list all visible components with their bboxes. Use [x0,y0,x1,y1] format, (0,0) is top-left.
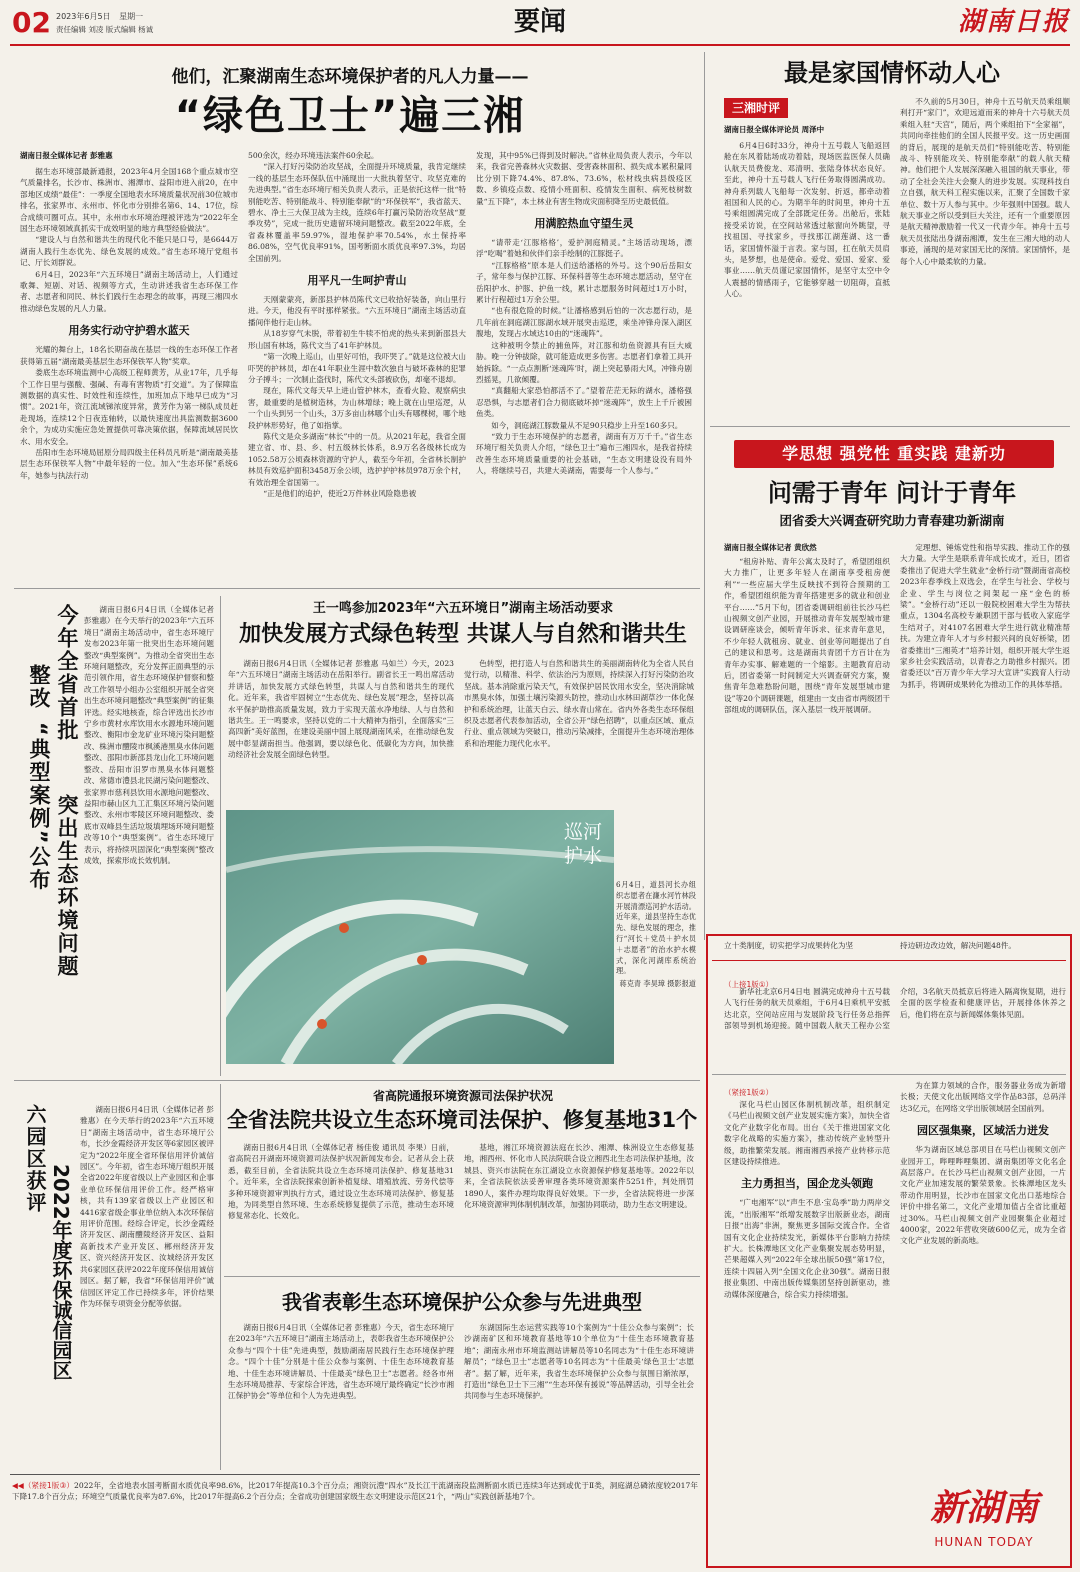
awards-col-1: 湖南日报6月4日讯（全媒体记者 彭雅惠）今天，省生态环境厅在2023年“六五环境日”湖南主场活动上，表彰我省生态环境保护公众参与“四个十佳”先进典型，鼓励湖南居民践行生态环境保护理念。“四个十佳”分别是十佳公众参与案例、十佳生态环境教育基地、十佳生态环境讲解员、十佳最美“绿色卫士”志愿者。经各市州生态环境局推荐、专家综合评选，省生态环境厅最终确定“长沙市湘江保护协会”等单位和个人为先进典型。 [228,1323,454,1401]
lead-p12: 现在，陈代文每天早上进山管护林木，查看火险、观察病虫害，最重要的是植树造林，为山林增绿；晚上就在山里巡逻，从一个山头到另一个山头，3万多亩山林哪个山头有哪棵树，哪个地段护林形势好，他了如指掌。 [248,386,466,430]
divider-court-bottom [224,1276,700,1277]
divider-rectify-right [220,596,221,1076]
commentary-title: 最是家国情怀动人心 [784,59,1000,87]
lead-p6: 岳阳市生态环境局屈原分局四级主任科员凡昕是“湖南最美基层生态环保铁军人物”中最年轻的一位。加入“生态环保”系统6年，她参与执法行动 [20,447,238,480]
lead-p4: 光耀的舞台上，18名长期奋战在基层一线的生态环保工作者获得第五届“湖南最美基层生态环保铁军人物”奖章。 [20,345,238,366]
footer-text: 2022年，全省地表水国考断面水质优良率98.6%，比2017年提高10.3个百分点；湘资沅澧“四水”及长江干流湖南段监测断面水质已连续3年达到或优于Ⅱ类，洞庭湖总磷浓度较2017年下降17.8个百分点；环境空气质量优良率为87.6%，比2017年提高6.2个百分点；全省成功创建国家级生态文明建设示范区21个，“两山”实践创新基地7个。 [12,1481,698,1502]
commentary-tag: 三湘时评 [724,98,788,118]
river-photo [226,810,614,1064]
lead-p10: 从18岁穿气未脱，带着初生牛犊不怕虎的热头来到新邵县大形山国有林场，陈代文当了41年护林员。 [248,329,466,350]
date-text: 2023年6月5日 [56,12,111,21]
parks-title-a: 六园区获评 [23,1104,47,1214]
parks-title [16,1104,76,1464]
lead-p18: “也有很危险的时候。”让潘格感到后怕的一次志愿行动，是几年前在洞庭湖江豚湖水域开展突击巡逻，乘坐冲锋舟深入湖区腹地，发现占水域达10由的“迷魂阵”。 [476,306,692,339]
photo-title: 巡河护水 [563,821,602,867]
youth-end-right: 持边研边改边效，解决问题48件。 [900,941,1016,950]
rectify-title-c: “典型案例”公布 [27,722,51,892]
culture-subhead-a: 主力勇担当，国企龙头领跑 [741,1177,873,1191]
awards-col-2: 东湖国际生态运营实践等10个案例为“十佳公众参与案例”；长沙湖南矿区和环境教育基地等10个单位为“十佳生态环境教育基地”；湖南永州市环境监测站讲解员等10名同志为“十佳生态环境讲解员”；“绿色卫士”志愿者等10名同志为“十佳最美‘绿色卫士’志愿者”。据了解，近年来，我省生态环境保护公众参与氛围日渐浓厚，打造出“绿色卫士下三湘”“生态环保有援说”等品牌活动，引导全社会共同参与生态环境保护。 [464,1323,694,1401]
photo-credit: 蒋克青 李昊璋 摄影报道 [619,979,696,989]
river-photo-image [226,810,614,1064]
lead-p14: “正是他们的追护，使近2万件林业风险隐患被 [263,488,417,498]
rectify-title-b: 整改 [27,664,51,710]
youth-title: 问需于青年 问计于青年 [767,479,1017,507]
culture-text-c: “广电湘军”以“声生不息·宝岛季”助力两岸交流，“出版湘军”纸增发展数字出版新业态，湖南日报“出海”非洲，聚焦更多国际交流合作。全省国有文化企业持续发光，新媒体平台影响力持续扩大。长株潭地区文化产业集聚发展态势明显，芒果超媒入列“2022年全球出版50强”第17位，连续十四届入列“全国文化企业30强”。湖南日报报业集团、中南出版传媒集团坚持创新驱动，推动媒体深度融合，综合实力持续增强。 [724,1198,890,1299]
worker-1 [339,923,349,933]
divider-commentary-bottom [710,426,1070,427]
footer-logo: 新湖南 [929,1487,1038,1529]
lead-col-1 [20,166,238,578]
lead-p21: 如今，洞庭湖江豚数量从不足90只稳步上升至160多只。 [491,420,683,430]
rectify-title [16,604,80,984]
lead-p7: 500余次，经办环境违法案件60余起。 [248,151,379,160]
page-date [56,12,143,22]
lead-byline: 湖南日报全媒体记者 彭雅惠 [20,151,113,160]
action-title: 加快发展方式绿色转型 共谋人与自然和谐共生 [239,622,687,647]
space-jump-b-label: （紧接1版②） [724,1088,773,1097]
awards-title: 我省表彰生态环境保护公众参与先进典型 [282,1290,642,1314]
masthead [0,0,1080,48]
lead-p20: “真翻船大家恐怕都活不了。”望着茫茫无际的湖水，潘格强忍恐惧，与志愿者们合力彻底破坏掉“迷魂阵”，放生上千斤被困鱼类。 [476,386,692,419]
lead-p2: “建设人与自然和谐共生的现代化不能只是口号，是6644万湖南人践行生态优先、绿色发展的成效。”省生态环境厅党组书记、厅长刘群说。 [20,235,238,268]
divider-rectify-bottom [14,1080,700,1081]
youth-banner: 学思想 强党性 重实践 建新功 [734,440,1054,468]
youth-subtitle: 团省委大兴调查研究助力青春建功新湖南 [779,513,1005,528]
culture-col-1 [724,1080,890,1564]
space-jump-a-label: （上接1版①） [724,980,773,989]
lead-p15: 发现，其中95%已得到及时解决。”省林业局负责人表示，今年以来，我省完善森林火灾数据、受害森林面积、损失成本累积量同比分别下降74.4%、87.8%、73.6%，松材线虫病县级疫区数、乡镇疫点数、疫情小班面积、疫情发生面积、病死枝树数量“五下降”，本土林业有害生物成灾面积降至历史最低值。 [476,151,692,206]
court-title: 全省法院共设立生态环境司法保护、修复基地31个 [226,1108,698,1132]
rectify-title-d: 突出生态环境问题 [55,794,79,978]
lead-subhead-2: 用平凡一生呵护青山 [307,274,407,288]
worker-3 [317,1019,327,1029]
commentary-col-2: 不久前的5月30日，神舟十五号航天员乘组顺利打开“家门”，欢迎远道而来的神舟十六号航天员乘组入驻“天宫”，随后，两个乘组拍下“全家福”，共同向牵挂他们的全国人民报平安。这一历史画面的背后，展现的是航天员们“特别能吃苦、特别能战斗、特别能攻关、特别能奉献”的载人航天精神。他们把个人发展深深融入祖国的航天事业，带动了全社会关注大会聚人的进步发展。实现科技自立自强，航天科工程实施以来，汇聚了全国数千家单位、数十万人参与其中。少年强则中国强。载人航天事业之所以受到巨大关注，还有一个重要原因是航天精神激励着一代又一代青少年。神舟十五号航天员张陆出身湖南湘潭，发生在三湘大地的动人事迹，涌现的是对家国无比的深情。家国情怀，是每个人心中最柔软的力量。 [900,97,1070,266]
parks-title-b: 2022年度环保诚信园区 [49,1164,73,1380]
court-col-2: 基地，湘江环境资源法庭在长沙、湘潭、株洲设立生态修复基地，湘西州、怀化市人民法院联合设立湘西北生态司法保护基地，汝城县、资兴市法院在东江湖设立水资源保护修复基地等。2022年以来，全省法院依法妥善审理各类环境资源案件5251件，判处刑罚1890人，案件办理均取得良好效果。下一步，全省法院将进一步深化环境资源审判体制机制改革，加强协同联动，助力生态文明建设。 [464,1143,694,1210]
weekday-text: 星期一 [119,12,144,21]
lead-col-2 [248,150,466,578]
lead-p19: 这种被明令禁止的捕鱼阵，对江豚和幼鱼资源具有巨大威胁。晚一分钟拔除，就可能造成更多伤害。志愿者们拿着工具开始拆除。“一点点割断‘迷魂阵’时，湖上突起暴雨大风，冲锋舟剧烈摇晃，几欲倾覆。 [476,340,692,384]
footer-jump: ◀◀（紧接1版③） [12,1481,75,1490]
paper-logo: 湖南日报 [957,7,1070,37]
commentary-col-1: 6月4日6时33分，神舟十五号载人飞船返回舱在东风着陆场成功着陆，现场医监医保人员确认航天员费俊龙、邓清明、张陆身体状态良好。至此，神舟十五号载人飞行任务取得圆满成功。神舟系列载人飞船每一次发射、折返，都牵动着祖国和人民的心。为期半年的时间里，神舟十五号乘组圆满完成了全部既定任务。出舱后，张陆接受采访说，在空间站常透过舷窗向外眺望，寻找祖国、寻找家乡，寻找那江湖莲湖、这一番话，家国情怀溢于言表。家与国，扛在航天员肩头，是梦想，也是使命。爱党、爱国、爱家、爱事业……航天员谨记家国情怀，是坚守太空中令人震撼的情感雨子，它能够穿越一切阻碍，直抵人心。 [724,141,890,299]
page-editors: 责任编辑 刘凌 版式编辑 杨诚 [56,25,154,34]
divider-footer-top [10,1474,700,1475]
culture-col-2 [900,1080,1066,1480]
youth-end-left: 立十类制度，切实把学习成果转化为坚 [724,941,854,950]
culture-text-e: 华为湖南区域总部项目在马栏山视频文创产业园开工，哔哩哔哩集团、湖南集团等文化名企高层落户。在长沙马栏山视频文创产业园，一片文化产业加速发展的繁荣景象。长株潭地区龙头带动作用明显，长沙市在国家文化出口基地综合评价中排名第二，文化产业增加值占全省比重超过30%。马栏山视频文创产业园聚集企业超过4000家，2022年营收突破600亿元，成为全省文化产业发展的新高地。 [900,1145,1066,1246]
lead-p16: “请带走‘江豚格格’，爱护洞庭精灵。”主场活动现场，漂浮“吃喝”着她和伙伴们亲手绘制的江豚挺子。 [476,238,692,259]
lead-p13: 陈代文是众多湖南“林长”中的一员。从2021年起，我省全面建立省、市、县、乡、村五级林长体系，8.9万名各级林长成为1052.58万公顷森林资源的守护人，截至今年初，全省林长制护林员有效巡护面积3458万余公顷，选护护护林员978万余个村，有效治理全省国第一。 [248,431,466,487]
divider-lead-right [704,52,705,940]
lead-p3: 6月4日，2023年“六五环境日”湖南主场活动上，人们通过歌舞、短剧、对话、视频等方式，生动讲述我省生态环保工作者、志愿者和同民、林长们践行生态理念的故事，再现三湘四水推动绿色发展的凡人力量。 [20,269,238,313]
footer-logo-en: HUNAN TODAY [934,1535,1034,1549]
footer-paragraph [12,1480,698,1503]
divider-parks-right [220,1084,221,1470]
worker-2 [417,955,427,965]
rectify-text: 湖南日报6月4日讯（全媒体记者 彭雅惠）在今天举行的2023年“六五环境日”湖南主场活动中，省生态环境厅发布2023年第一批突出生态环境问题整改“典型案例”。为推动全省突出生态环境问题整改，充分发挥正面典型的示范引领作用，省生态环境保护督察和整改工作领导小组办公室组织开展全省突出生态环境问题整改“典型案例”的征集评选。经实地核查，综合评选出长沙市宁乡市黄材水库饮用水水源地环境问题整改、衡阳市金龙矿业环境污染问题整改、株洲市醴陵市枫溪港黑臭水体问题整改、邵阳市新邵县龙山化工环境问题整改、岳阳市汨罗市黑臭水体问题整改、常德市澧县北民湖污染问题整改、张家界市慈利县饮用水源地问题整改、益阳市赫山区九工汇集区环境污染问题整改、永州市零陵区环境问题整改、娄底市双峰县生活垃圾填埋场环境问题整改等10个“典型案例”。省生态环境厅表示，将持续巩固深化“典型案例”整改成效，探索形成长效机制。 [84,605,214,865]
divider-lead-bottom [14,588,700,589]
culture-subhead-b: 园区强集聚，区域活力迸发 [917,1124,1049,1138]
commentary-byline: 湖南日报全媒体评论员 周泽中 [724,125,825,134]
section-name: 要闻 [513,7,566,37]
lead-col-3 [476,150,692,578]
divider-space-mid [712,1074,1066,1075]
footer-jump-text [12,1480,698,1516]
youth-col-2: 定理想、锤炼党性和指导实践、推动工作的强大力量。大学生是联系青年成长成才，近日，团省委推出了促进大学生就业“金桥行动”暨湖南省高校2023年春季线上双选会，在学生与社会、学校与企业、学生与岗位之间架起一座“金色的桥梁”。“金桥行动”还以一般院校困难大学生为帮扶重点，1304名高校专兼职团干部与低收入家庭学生结对子，对4107名困难大学生进行就业精准帮扶。为建立青年人才与乡村振兴间的良好桥梁，团省委推出“三湘英才”培养计划，组织开展大学生返家乡社会实践活动，以青春之力助推乡村振兴。团省委还以“百万青少年大学习大宣讲”实践育人行动为抓手，将调研成果转化为推动工作的具体举措。 [900,543,1070,689]
page-number: 02 [12,6,51,39]
youth-byline: 湖南日报全媒体记者 黄欣然 [724,543,817,552]
lead-p11: “第一次晚上巡山，山里好可怕，我吓哭了。”就是这位被大山吓哭的护林员，却在41年职业生涯中数次独自与破坏森林的犯罪分子搏斗；一次制止盗伐时，陈代文头部被砍伤，却毫不退却。 [248,352,466,384]
divider-space-top [712,960,1066,961]
lead-subhead-1: 用务实行动守护碧水蓝天 [68,324,190,338]
action-col-1: 湖南日报6月4日讯（全媒体记者 彭雅惠 马如兰）今天，2023年“六五环境日”湖南主场活动在岳阳举行。副省长王一鸣出席活动并讲话，加快发展方式绿色转型，共谋人与自然和谐共生的现代化。近年来，我省牢固树立“生态优先、绿色发展”理念，坚持以高水平保护助推高质量发展，致力于实现天蓝水净地绿、人与自然和谐共生。王一鸣要求，坚持以党的二十大精神为指引，全面落实“三高四新”美好蓝图，在建设美丽中国上展现湖南风采，在推动绿色发展中彰显湖南担当。他强调，要以绿色化、低碳化为方向，加快推动经济社会发展全面绿色转型。 [228,659,454,760]
photo-caption-box [616,880,696,1064]
space-text-a: 新华社北京6月4日电 圆满完成神舟十五号载人飞行任务的航天员乘组，于6月4日乘机平安抵达北京，空间站应用与发展阶段飞行任务总指挥部领导到机场迎接。随中国载人航天工程办公室介绍，3名航天员抵京后将进入隔离恢复期，进行全面的医学检查和健康评估，开展排体休养之后，他们将在京与新闻媒体集体见面。 [724,987,1066,1031]
lead-subhead-3: 用满腔热血守望生灵 [534,217,634,231]
lead-p1: 据生态环境部最新通报，2023年4月全国168个重点城市空气质量排名，长沙市、株洲市、湘潭市、益阳市进入前20，在中部地区成绩“最佳”：一季度全国地表水环境质量状况前30位城市排名，张家界市、永州市、怀化市分别排名第6、14、17位，综合成绩可圈可点。其中，永州市水环境治理被评选为“2022年全国生态环境领域真抓实干成效明显的地方典型经验做法”。 [20,167,238,234]
lead-p5: 娄底生态环境监测中心高级工程师黄芳，从业17年，几乎每个工作日里与强酸、强碱、有毒有害物质“打交道”。为了保障监测数据的真实性、时效性和连续性，加班加点下地早已成为“习惯”。2021年，资江流域锑浓度异常，黄芳作为第一梯队成员赶赴现场，连续12个日夜连轴转，以最快速度出具监测数据3600余个，为成功实施应急处置提供可靠决策依据，保障流域居民饮水、用水安全。 [20,368,238,446]
lead-p8: “深入打好污染防治攻坚战，全面提升环境质量，我肯定继续一线的基层生态环保队伍中涌现出一大批执着坚守、攻坚克难的先进典型。”省生态环境厅相关负责人表示，正是依托这样一批“特别能吃苦、特别能战斗、特别能奉献”的“环保铁军”，我省蓝天、碧水、净土三大保卫战为主线，连续6年打赢污染防治攻坚战“夏季攻势”，完成一批历史遗留环境问题整改。截至2022年底，全省森林覆盖率59.97%，湿地保护率70.54%，水土保持率86.08%，空气优良率91%，国考断面水质优良率97.3%，均居全国前列。 [248,162,466,263]
lead-p22: “致力于生态环境保护的志愿者，湖南有万万千千。”省生态环境厅相关负责人介绍，“绿色卫士”遍布三湘四水，是我省持续改善生态环境质量重要的社会基础，“生态文明建设没有局外人，将继续号召，共建大美湖南，需要每一个人参与。” [476,431,692,476]
lead-title: “绿色卫士”遍三湘 [174,93,526,139]
action-kicker: 王一鸣参加2023年“六五环境日”湖南主场活动要求 [312,601,614,616]
photo-caption: 6月4日，道县河长办组织志愿者在濂水河竹林段开展清漂巡河护水活动。近年来，道县坚持生态优先、绿色发展的理念，推行“河长＋党员＋护水员＋志愿者”的治水护水模式，深化河湖库系统治理。 [616,880,696,976]
masthead-rule [10,44,1070,46]
lead-kicker: 他们，汇聚湖南生态环境保护者的凡人力量—— [171,67,529,87]
culture-text-b: 深化马栏山园区体制机制改革，组织制定《马栏山视频文创产业发展实施方案》，加快全省文化产业数字化布局。出台《关于推进国家文化数字化战略的实施方案》，推动传统产业转型升级，助推繁荣发展。湘南湘西承接产业转移示范区建设持续推进。 [724,1100,890,1167]
lead-p9: 天刚蒙蒙亮，新邵县护林员陈代文已收拾好装备，向山里行进。今天，他没有平时那样紧张。“六五环境日”湖南主场活动直播间伴他行走山林。 [248,295,466,327]
action-col-2: 色转型，把打造人与自然和谐共生的美丽湖南转化为全省人民自觉行动，以精准、科学、依法治污为原则，持续深入打好污染防治攻坚战。基本消除重污染天气，有效保护居民饮用水安全，坚决消除城市黑臭水体，加强土壤污染源头防控，推动山水林田湖草沙一体化保护和系统治理，让蓝天白云、绿水青山常在。省内外各类生态环保组织及志愿者代表参加活动，全省公开“绿色招聘”，以重点区域、重点行业、重点领域为突破口，推动污染减排，全面提升生态环境治理体系和治理能力现代化水平。 [464,659,694,748]
court-kicker: 省高院通报环境资源司法保护状况 [372,1089,553,1103]
youth-col-1: “租房补贴、青年公寓太及时了，希望团组织大力推广，让更多年轻人在湖南享受租房便利”“一些应届大学生反映找不到符合预期的工作，希望团组织能为青年搭建更多的就业和创业平台……”5月下旬，团省委调研组前往长沙马栏山视频文创产业园，开展推动青年发展型城市建设调研座谈会，倾听青年诉求、征求青年意见，不少年轻人就租房、就业、创业等问题提出了自己的建议和思考。这是湖南共青团千方百计在为青年办实事、解难题的一个缩影。主题教育启动后，团省委第一时间制定大兴调查研究方案，聚焦青年急难愁盼问题，围绕“青年发展型城市建设”等20个调研课题，组建由一支由省市两级团干部组成的调研队伍，深入基层一线开展调研。 [724,557,890,715]
lead-p17: “江豚格格”原本是人们送给潘格的外号。这个90后岳阳女子，常年参与保护江豚、环保科普等生态环境志愿活动，坚守在岳阳护水、护豚、护鱼一线，累计志愿服务时间超过1万小时，累计行程超过1万余公里。 [476,260,692,305]
parks-text: 湖南日报6月4日讯（全媒体记者 彭雅惠）在今天举行的2023年“六五环境日”湖南主场活动中，省生态环境厅公布，长沙金霞经济开发区等6家园区被评定为“2022年度全省环保信用评价诚信园区”。今年初，省生态环境厅组织开展全省2022年度省级以上产业园区和企事业单位环保信用评价工作。经严格审核，共有139家省级以上产业园区和4416家省级企事业单位纳入本次环保信用评价范围。经综合评定，长沙金霞经济开发区、湖南醴陵经济开发区、益阳高新技术产业开发区、郴州经济开发区、资兴经济开发区、汝城经济开发区共6家园区获评2022年度环保信用诚信园区。据了解，我省“环保信用评价”诚信园区评定工作已持续多年，评价结果作为环保专项资金分配等依据。 [80,1105,214,1308]
court-col-1: 湖南日报6月4日讯（全媒体记者 杨佳俊 通讯员 李果）日前，省高院召开湖南环境资源司法保护状况新闻发布会。记者从会上获悉，截至目前，全省法院共设立生态环境司法保护、修复基地31个。近年来，全省法院探索创新补植复绿、增殖放流、劳务代偿等多种环境资源审判执行方式，通过设立生态环境司法保护、修复基地，为同类型自然环境、生态系统修复提供了示范，推动生态环境修复常态化、长效化。 [228,1143,454,1221]
culture-text-d: 为在算力领域的合作，服务器业务成为新增长极；天使文化出版网络文学作品83部，总码洋达3亿元，在网络文学出版领域居全国前列。 [900,1081,1066,1113]
rectify-title-a: 今年全省首批 [55,604,79,742]
